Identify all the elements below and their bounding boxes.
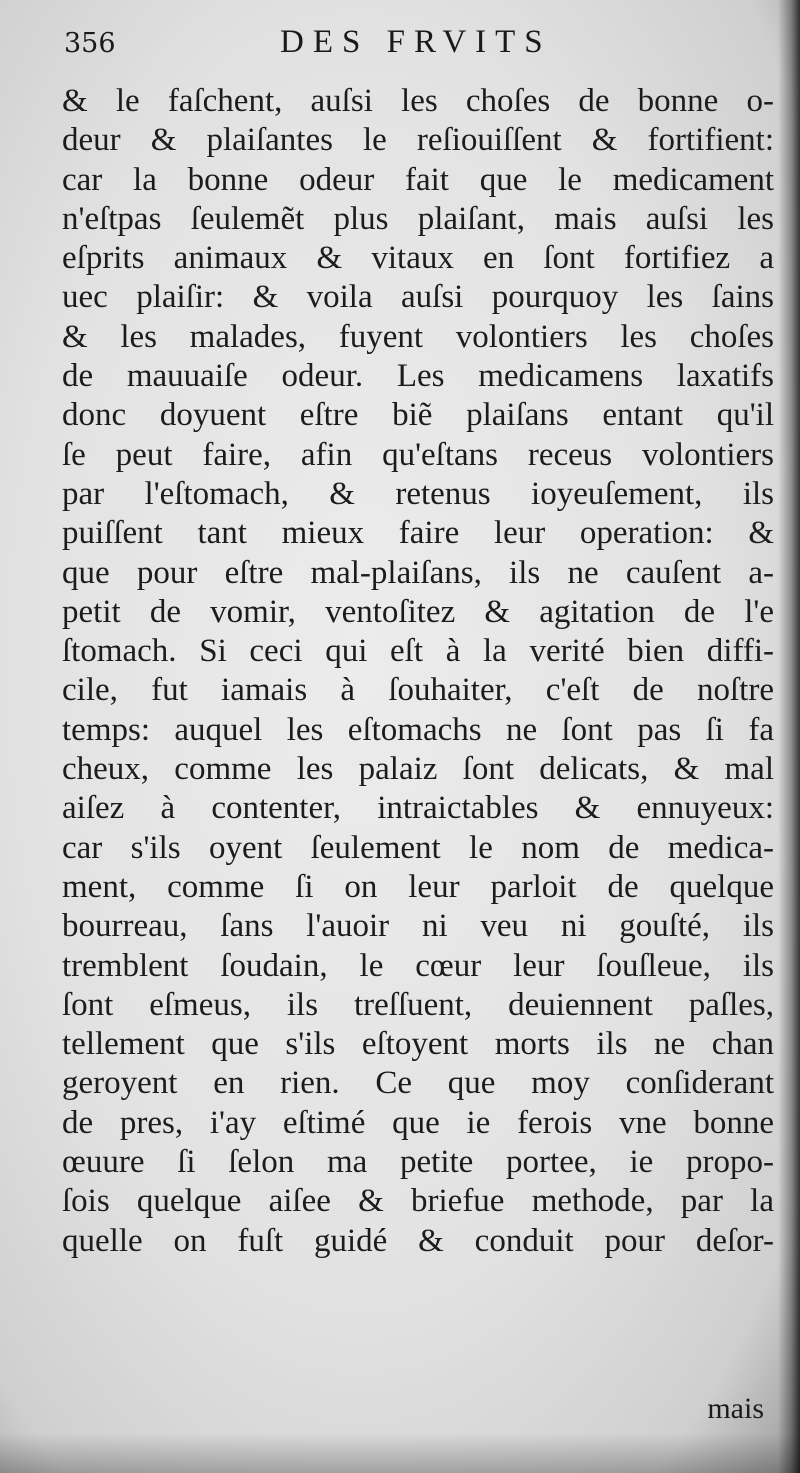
text-line: bourreau, ſans l'auoir ni veu ni gouſté, ils: [62, 908, 774, 945]
text-line: ſtomach. Si ceci qui eſt à la verité bien diffi-: [62, 633, 774, 670]
text-line: par l'eſtomach, & retenus ioyeuſement, ils: [62, 475, 774, 512]
text-line: ſont eſmeus, ils treſſuent, deuiennent paſles,: [62, 986, 774, 1023]
text-line: de mauuaiſe odeur. Les medicamens laxatifs: [62, 358, 774, 395]
text-line: temps: auquel les eſtomachs ne ſont pas ſi fa: [62, 711, 774, 748]
text-line: uec plaiſir: & voila auſsi pourquoy les ſains: [62, 279, 774, 316]
text-line: tremblent ſoudain, le cœur leur ſouſleue, ils: [62, 947, 774, 984]
page-number: 356: [64, 28, 116, 59]
text-line: cheux, comme les palaiz ſont delicats, & mal: [62, 751, 774, 788]
text-line: ſois quelque aiſee & briefue methode, par la: [62, 1183, 774, 1220]
text-line: ment, comme ſi on leur parloit de quelque: [62, 868, 774, 905]
text-line: que pour eſtre mal-plaiſans, ils ne cauſent a-: [62, 554, 774, 591]
text-line: & le faſchent, auſsi les choſes de bonne o-: [62, 83, 774, 119]
catchword: mais: [707, 1392, 764, 1425]
page-header: [58, 24, 758, 74]
text-line: aiſez à contenter, intraictables & ennuyeux:: [62, 790, 774, 827]
body-text: [62, 82, 774, 1261]
text-line: n'eſtpas ſeulemẽt plus plaiſant, mais auſsi les: [62, 200, 774, 237]
text-line: deur & plaiſantes le reſiouiſſent & fortifient:: [62, 122, 774, 159]
text-line: eſprits animaux & vitaux en ſont fortifiez a: [62, 240, 774, 277]
text-line: car s'ils oyent ſeulement le nom de medica-: [62, 829, 774, 866]
text-line: ſe peut faire, afin qu'eſtans receus volontiers: [62, 436, 774, 473]
text-line: car la bonne odeur fait que le medicament: [62, 161, 774, 198]
page-bottom-shadow: [0, 1433, 800, 1473]
text-line: œuure ſi ſelon ma petite portee, ie propo-: [62, 1144, 774, 1181]
text-line: tellement que s'ils eſtoyent morts ils ne chan: [62, 1026, 774, 1063]
text-line: & les malades, fuyent volontiers les choſes: [62, 318, 774, 355]
page-edge-shadow: [778, 0, 800, 1473]
text-line: puiſſent tant mieux faire leur operation: &: [62, 515, 774, 552]
text-line: de pres, i'ay eſtimé que ie ferois vne bonne: [62, 1104, 774, 1141]
text-line: cile, fut iamais à ſouhaiter, c'eſt de noſtre: [62, 672, 774, 709]
text-line: quelle on fuſt guidé & conduit pour deſor-: [62, 1222, 774, 1259]
text-line: geroyent en rien. Ce que moy conſiderant: [62, 1065, 774, 1102]
running-title: DES FRVITS: [280, 24, 552, 60]
text-line: petit de vomir, ventoſitez & agitation de l'e: [62, 593, 774, 630]
text-line: donc doyuent eſtre biẽ plaiſans entant qu'il: [62, 397, 774, 434]
